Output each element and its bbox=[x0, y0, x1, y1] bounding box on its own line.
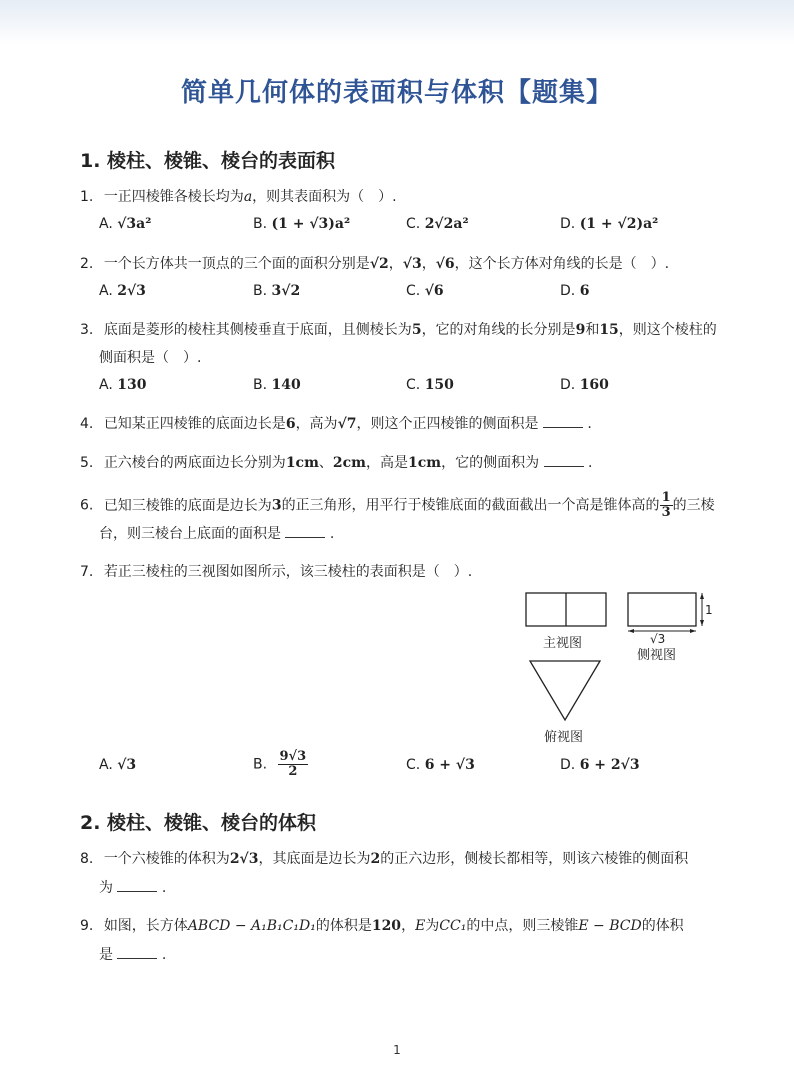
question-text: 已知三棱锥的底面是边长为 bbox=[103, 497, 272, 514]
dimension-width-label: √3 bbox=[650, 632, 666, 646]
math-value: √7 bbox=[337, 416, 357, 432]
separator: ， bbox=[388, 256, 403, 272]
front-view bbox=[526, 593, 606, 626]
question-text: 的正六边形，侧棱长都相等，则该六棱锥的侧面积 bbox=[380, 851, 689, 867]
question-number: 2. bbox=[80, 256, 94, 272]
question-8 bbox=[80, 849, 688, 869]
top-view-label: 俯视图 bbox=[544, 730, 584, 745]
math-value: 15 bbox=[599, 322, 619, 338]
option-c: C. 150 bbox=[406, 377, 454, 393]
page-title: 简单几何体的表面积与体积【题集】 bbox=[180, 78, 613, 108]
question-text: 和 bbox=[585, 322, 600, 338]
question-3-line-2: 侧面积是（ ）. bbox=[99, 350, 202, 366]
question-6 bbox=[80, 491, 715, 520]
fraction: $\frac{1}{3}$ bbox=[661, 490, 671, 520]
question-text: 若正三棱柱的三视图如图所示，该三棱柱的表面积是（ ）. bbox=[103, 564, 473, 580]
question-text: 底面是菱形的棱柱其侧棱垂直于底面，且侧棱长为 bbox=[103, 322, 412, 338]
question-text: 的体积 bbox=[641, 918, 684, 934]
question-text: 一正四棱锥各棱长均为 bbox=[103, 189, 244, 205]
three-view-figure bbox=[510, 585, 720, 750]
math-value: √6 bbox=[435, 256, 455, 272]
question-number: 1. bbox=[80, 189, 94, 205]
option-c: C. 2√2a² bbox=[406, 216, 469, 232]
math-expression: E − BCD bbox=[578, 918, 642, 934]
question-text: 为 bbox=[425, 918, 440, 934]
math-value: 9 bbox=[575, 322, 586, 338]
question-9 bbox=[80, 916, 684, 936]
option-a: A. 130 bbox=[99, 377, 147, 393]
question-number: 4. bbox=[80, 416, 94, 432]
question-text: ，这个长方体对角线的长是（ ）. bbox=[454, 256, 670, 272]
math-value: 5 bbox=[411, 322, 422, 338]
answer-blank bbox=[544, 454, 584, 467]
side-view bbox=[628, 593, 704, 633]
option-a: A. √3a² bbox=[99, 216, 152, 232]
question-text: ，其底面是边长为 bbox=[258, 851, 371, 867]
section-heading-1: 1. 棱柱、棱锥、棱台的表面积 bbox=[80, 150, 336, 172]
math-value: 2√3 bbox=[229, 851, 259, 867]
option-a: A. 2√3 bbox=[99, 283, 146, 299]
question-6-line-2: 台，则三棱台上底面的面积是 . bbox=[99, 526, 335, 542]
answer-blank bbox=[543, 415, 583, 428]
math-value: 3 bbox=[271, 497, 282, 514]
option-a: A. √3 bbox=[99, 757, 137, 773]
option-d: D. 160 bbox=[560, 377, 609, 393]
answer-blank bbox=[117, 946, 157, 959]
question-7 bbox=[80, 562, 472, 582]
math-value: 2 bbox=[370, 851, 381, 867]
math-value: 6 bbox=[285, 416, 296, 432]
question-text: ，高是 bbox=[366, 455, 408, 471]
option-c: C. √6 bbox=[406, 283, 444, 299]
question-4 bbox=[80, 414, 592, 434]
question-text: ， bbox=[401, 918, 416, 934]
question-text: ，它的对角线的长分别是 bbox=[421, 322, 576, 338]
question-text: 的中点，则三棱锥 bbox=[466, 918, 579, 934]
fraction: $\frac{9√3}{2}$ bbox=[279, 749, 307, 779]
question-text: 已知某正四棱锥的底面边长是 bbox=[103, 416, 286, 432]
question-text: . bbox=[588, 455, 593, 471]
page-number: 1 bbox=[393, 1043, 401, 1057]
question-text: 的三棱 bbox=[672, 497, 715, 514]
question-text: . bbox=[587, 416, 592, 432]
question-text: ，则其表面积为（ ）. bbox=[252, 189, 397, 205]
question-text: 的体积是 bbox=[315, 918, 372, 934]
side-view-label: 侧视图 bbox=[637, 648, 677, 663]
question-text: ，它的侧面积为 bbox=[441, 455, 540, 471]
question-number: 8. bbox=[80, 851, 94, 867]
front-view-label: 主视图 bbox=[543, 636, 583, 651]
question-text: 如图，长方体 bbox=[103, 918, 188, 934]
top-view bbox=[530, 661, 600, 720]
question-text: ，高为 bbox=[295, 416, 338, 432]
option-d: D. 6 bbox=[560, 283, 590, 299]
option-d: D. (1 + √2)a² bbox=[560, 216, 659, 232]
option-c: C. 6 + √3 bbox=[406, 757, 475, 773]
question-text: ，则这个棱柱的 bbox=[618, 322, 717, 338]
question-3 bbox=[80, 320, 717, 340]
math-value: 1cm bbox=[285, 455, 319, 471]
question-number: 7. bbox=[80, 564, 94, 580]
option-b: B. 3√2 bbox=[253, 283, 301, 299]
question-text: 一个长方体共一顶点的三个面的面积分别是 bbox=[103, 256, 370, 272]
question-8-line-2: 为 . bbox=[99, 880, 167, 896]
answer-blank bbox=[285, 525, 325, 538]
math-value: √2 bbox=[369, 256, 389, 272]
math-expression: ABCD − A₁B₁C₁D₁ bbox=[187, 918, 316, 934]
question-text: 、 bbox=[318, 455, 333, 471]
question-text: 正六棱台的两底面边长分别为 bbox=[103, 455, 286, 471]
math-var: E bbox=[415, 918, 426, 934]
header-band bbox=[0, 0, 794, 44]
question-text: ，则这个正四棱锥的侧面积是 bbox=[356, 416, 539, 432]
option-b: B. (1 + √3)a² bbox=[253, 216, 351, 232]
question-number: 5. bbox=[80, 455, 94, 471]
math-expression: CC₁ bbox=[439, 918, 467, 934]
question-number: 6. bbox=[80, 497, 94, 514]
question-2 bbox=[80, 254, 669, 274]
question-text: 的正三角形，用平行于棱锥底面的截面截出一个高是锥体高的 bbox=[281, 497, 660, 514]
question-text: 一个六棱锥的体积为 bbox=[103, 851, 230, 867]
math-var: a bbox=[243, 189, 253, 205]
question-9-line-2: 是 . bbox=[99, 947, 167, 963]
option-b: B. 140 bbox=[253, 377, 301, 393]
question-number: 3. bbox=[80, 322, 94, 338]
option-b: B. $\frac{9√3}{2}$ bbox=[253, 749, 307, 779]
answer-blank bbox=[117, 879, 157, 892]
math-value: √3 bbox=[402, 256, 422, 272]
math-value: 2cm bbox=[332, 455, 366, 471]
question-5 bbox=[80, 453, 592, 473]
question-1 bbox=[80, 187, 397, 207]
separator: ， bbox=[421, 256, 436, 272]
dimension-height-label: 1 bbox=[705, 603, 713, 617]
option-d: D. 6 + 2√3 bbox=[560, 757, 640, 773]
section-heading-2: 2. 棱柱、棱锥、棱台的体积 bbox=[80, 812, 317, 834]
question-number: 9. bbox=[80, 918, 94, 934]
math-value: 1cm bbox=[408, 455, 442, 471]
math-value: 120 bbox=[371, 918, 402, 934]
